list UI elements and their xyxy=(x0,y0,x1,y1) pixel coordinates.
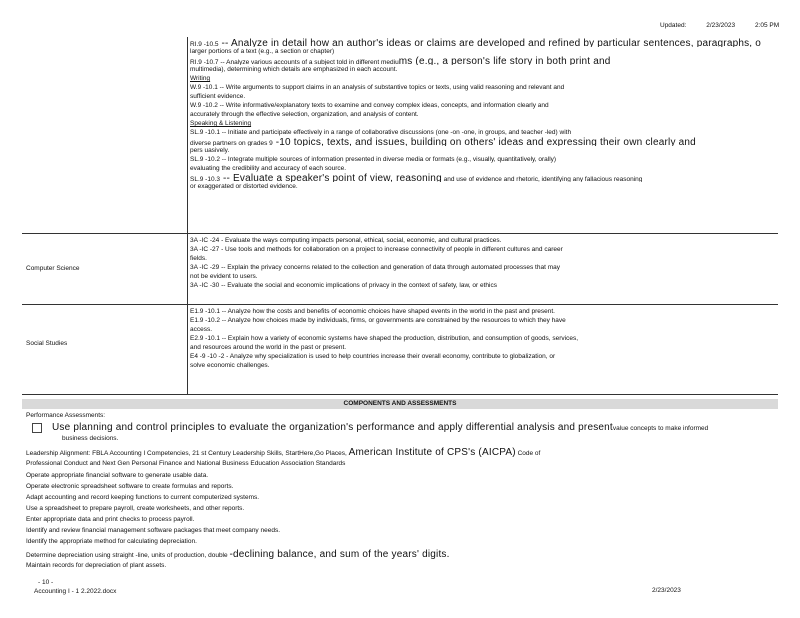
checkbox-bullet-icon xyxy=(32,423,42,433)
standard-line: and resources around the world in the past or present. xyxy=(190,344,347,351)
standard-line: larger portions of a text (e.g., a section or chapter) xyxy=(190,48,335,55)
standard-line: E1.9 -10.1 -- Analyze how the costs and benefits of economic choices have shaped events in the world in the past and present. xyxy=(190,308,555,315)
leadership-alignment-cont: Professional Conduct and Next Gen Personal Finance and National Business Education Association Standards xyxy=(26,460,346,467)
standard-line: SL.9 -10.2 -- Integrate multiple sources of information presented in diverse media or formats (e.g., visually, quantitatively, orally) xyxy=(190,156,557,163)
standard-line: E2.9 -10.1 -- Explain how a variety of economic systems have shaped the production, distribution, and consumption of goods, services, xyxy=(190,335,579,342)
footer-left xyxy=(34,578,116,596)
standard-line: E1.9 -10.2 -- Analyze how choices made by individuals, firms, or governments are constrained by the resources to which they have xyxy=(190,317,566,324)
standard-line: access. xyxy=(190,326,213,333)
task-line: Enter appropriate data and print checks to process payroll. xyxy=(26,516,195,523)
section-heading-writing: Writing xyxy=(190,75,211,82)
updated-label: Updated: xyxy=(660,22,687,29)
standard-line: solve economic challenges. xyxy=(190,362,270,369)
standard-line: accurately through the effective selection, organization, and analysis of content. xyxy=(190,111,419,118)
standard-line: W.9 -10.1 -- Write arguments to support claims in an analysis of substantive topics or texts, using valid reasoning and relevant and xyxy=(190,84,565,91)
task-line: Operate appropriate financial software to generate usable data. xyxy=(26,472,209,479)
task-line: Maintain records for depreciation of plant assets. xyxy=(26,562,167,569)
standard-line: E4 -9 -10 -2 - Analyze why specialization is used to help countries increase their overall economy, contribute to globalization, or xyxy=(190,353,556,360)
cs-standards xyxy=(190,236,780,290)
performance-bullet: Use planning and control principles to evaluate the organization's performance and apply differential analysis and presentvalue concepts to make informed xyxy=(26,422,778,434)
standard-line: RI.9 -10.7 -- Analyze various accounts of a subject told in different mediums (e.g., a person's life story in both print and xyxy=(190,56,611,65)
standard-line: 3A -IC -24 - Evaluate the ways computing impacts personal, ethical, social, economic, and cultural practices. xyxy=(190,237,502,244)
updated-date: 2/23/2023 xyxy=(706,22,736,29)
footer-date: 2/23/2023 xyxy=(652,587,681,594)
components-heading: COMPONENTS AND ASSESSMENTS xyxy=(22,399,778,409)
standard-line: or exaggerated or distorted evidence. xyxy=(190,183,298,190)
table-rule xyxy=(22,233,778,234)
performance-label: Performance Assessments: xyxy=(26,412,106,419)
subject-computer-science: Computer Science xyxy=(26,265,80,272)
leadership-alignment: Leadership Alignment: FBLA Accounting I Competencies, 21 st Century Leadership Skills, StartHere,Go Places, American Institute of CPS's (AICPA) Code of xyxy=(26,447,541,458)
standard-line: pers uasively. xyxy=(190,147,230,154)
ela-standards xyxy=(190,38,780,191)
table-rule xyxy=(22,394,778,395)
standard-line: evaluating the credibility and accuracy of each source. xyxy=(190,165,347,172)
standard-line: SL.9 -10.3 -- Evaluate a speaker's point of view, reasoning and use of evidence and rhetoric, identifying any fallacious reasoning xyxy=(190,173,643,182)
standard-line: not be evident to users. xyxy=(190,273,258,280)
performance-bullet-cont: business decisions. xyxy=(62,435,119,442)
updated-stamp xyxy=(660,22,797,29)
table-divider-vertical xyxy=(187,37,188,395)
standard-line: W.9 -10.2 -- Write informative/explanatory texts to examine and convey complex ideas, concepts, and information clearly and xyxy=(190,102,549,109)
ss-standards xyxy=(190,307,780,370)
subject-social-studies: Social Studies xyxy=(26,340,68,347)
page-number: - 10 - xyxy=(38,579,54,586)
task-line: Identify and review financial management software packages that meet company needs. xyxy=(26,527,281,534)
standard-line: fields. xyxy=(190,255,207,262)
task-line: Identify the appropriate method for calculating depreciation. xyxy=(26,538,197,545)
doc-name: Accounting I - 1 2.2022.docx xyxy=(34,588,117,595)
section-heading-speaking: Speaking & Listening xyxy=(190,120,252,127)
table-rule xyxy=(22,304,778,305)
standard-line: 3A -IC -29 -- Explain the privacy concerns related to the collection and generation of data through automated processes that may xyxy=(190,264,560,271)
task-line: Operate electronic spreadsheet software to create formulas and reports. xyxy=(26,483,234,490)
standard-line: 3A -IC -27 - Use tools and methods for collaboration on a project to increase connectivity of people in different cultures and career xyxy=(190,246,563,253)
standard-line: sufficient evidence. xyxy=(190,93,246,100)
standard-line: diverse partners on grades 9 -10 topics, texts, and issues, building on others' ideas and expressing their own clearly and xyxy=(190,137,696,146)
task-line: Adapt accounting and record keeping functions to current computerized systems. xyxy=(26,494,260,501)
updated-time: 2:05 PM xyxy=(754,22,780,29)
standard-line: SL.9 -10.1 -- Initiate and participate effectively in a range of collaborative discussions (one -on -one, in groups, and teacher -led) with xyxy=(190,129,572,136)
standard-line: 3A -IC -30 -- Evaluate the social and economic implications of privacy in the context of safety, law, or ethics xyxy=(190,282,497,289)
standard-line: RI.9 -10.5 -- Analyze in detail how an author's ideas or claims are developed and refined by particular sentences, paragraphs, o xyxy=(190,38,762,47)
standard-line: multimedia), determining which details are emphasized in each account. xyxy=(190,66,398,73)
task-line: Use a spreadsheet to prepare payroll, create worksheets, and other reports. xyxy=(26,505,245,512)
task-line: Determine depreciation using straight -line, units of production, double -declining balance, and sum of the years' digits. xyxy=(26,549,450,560)
